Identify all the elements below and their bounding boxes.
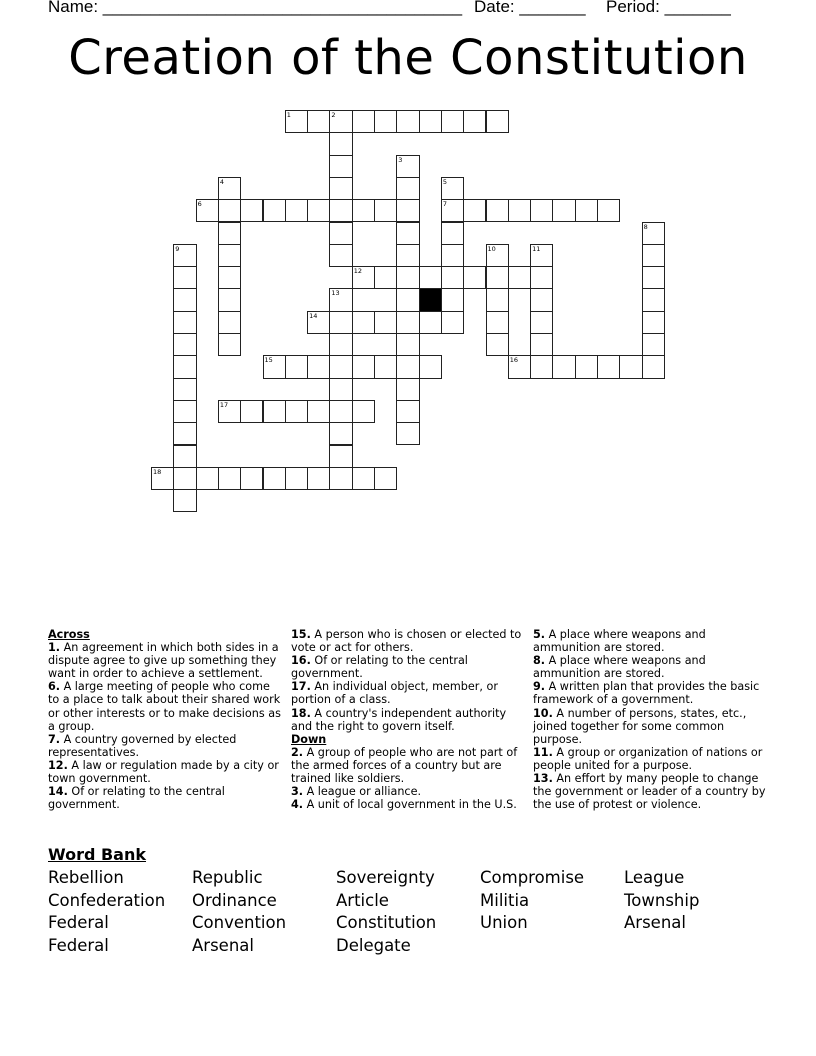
clue-across-6 <box>48 680 283 732</box>
clue-number-label: 2 <box>331 111 336 119</box>
crossword-cell[interactable] <box>352 355 375 378</box>
crossword-cell[interactable] <box>263 199 286 222</box>
clue-number-label: 17 <box>219 400 229 409</box>
crossword-cell[interactable] <box>173 445 196 468</box>
crossword-cell[interactable] <box>486 333 509 356</box>
crossword-cell[interactable] <box>530 244 553 267</box>
crossword-cell[interactable] <box>329 244 352 267</box>
clue-across-16 <box>291 654 527 680</box>
crossword-cell[interactable] <box>218 266 241 289</box>
crossword-cell[interactable] <box>441 288 464 311</box>
crossword-cell[interactable] <box>218 244 241 267</box>
crossword-cell[interactable] <box>463 266 486 289</box>
crossword-cell[interactable] <box>619 355 642 378</box>
crossword-cell[interactable] <box>352 311 375 334</box>
crossword-cell[interactable] <box>463 199 486 222</box>
clue-number-label: 14 <box>309 311 318 320</box>
crossword-cell[interactable] <box>642 222 665 245</box>
crossword-cell[interactable] <box>151 467 174 490</box>
word-bank-item: Republic <box>192 868 263 887</box>
clue-number-label: 15 <box>264 356 273 365</box>
across-heading: Across <box>48 628 90 641</box>
crossword-cell[interactable] <box>419 355 442 378</box>
crossword-cell[interactable] <box>575 355 598 378</box>
clue-text: A large meeting of people who come to a place to talk about their shared work or other interests or to make decisions as a group. <box>48 680 281 733</box>
crossword-cell[interactable] <box>575 199 598 222</box>
word-bank-item: Constitution <box>336 913 437 933</box>
word-bank-item: Convention <box>192 913 287 933</box>
crossword-cell[interactable] <box>642 355 665 378</box>
clue-number-label: 5 <box>442 177 448 186</box>
crossword-cell[interactable] <box>173 355 196 378</box>
crossword-cell[interactable] <box>307 311 330 334</box>
clue-down-3 <box>291 785 527 798</box>
name-field[interactable]: Name: ______________________________________ <box>48 0 463 16</box>
crossword-cell[interactable] <box>196 199 219 222</box>
clue-number-label: 16 <box>509 356 519 365</box>
crossword-cell[interactable] <box>441 110 464 133</box>
crossword-cell[interactable] <box>530 199 553 222</box>
clue-number: 11. <box>533 745 553 759</box>
crossword-cell[interactable] <box>329 132 352 155</box>
clue-down-8 <box>533 654 773 680</box>
word-bank-item: Sovereignty <box>336 868 435 887</box>
crossword-cell[interactable] <box>374 266 397 289</box>
clue-down-13 <box>533 772 773 811</box>
crossword-cell[interactable] <box>307 355 330 378</box>
crossword-cell[interactable] <box>173 400 196 423</box>
crossword-cell[interactable] <box>396 222 419 245</box>
crossword-cell[interactable] <box>218 467 241 490</box>
crossword-cell[interactable] <box>240 467 263 490</box>
crossword-cell[interactable] <box>642 266 665 289</box>
crossword-cell[interactable] <box>441 222 464 245</box>
crossword-cell[interactable] <box>285 110 308 133</box>
word-bank-item: Arsenal <box>192 936 254 956</box>
clue-number: 1. <box>48 641 61 655</box>
crossword-cell[interactable] <box>352 266 375 289</box>
clue-text: A person who is chosen or elected to vote or act for others. <box>291 628 522 655</box>
clue-number: 5. <box>533 628 546 641</box>
word-bank-item: Township <box>624 890 700 910</box>
clue-number: 7. <box>48 732 61 746</box>
clue-number-label: 11 <box>532 244 541 253</box>
crossword-cell[interactable] <box>329 355 352 378</box>
word-bank-item: Federal <box>48 913 109 933</box>
crossword-cell[interactable] <box>396 177 419 200</box>
clue-across-1 <box>48 641 283 680</box>
crossword-cell[interactable] <box>642 333 665 356</box>
clue-text: A unit of local government in the U.S. <box>303 798 517 812</box>
crossword-cell[interactable] <box>329 222 352 245</box>
crossword-cell[interactable] <box>396 355 419 378</box>
crossword-cell[interactable] <box>173 266 196 289</box>
clue-number-label: 7 <box>442 200 448 209</box>
clue-down-2 <box>291 746 527 785</box>
crossword-cell[interactable] <box>530 333 553 356</box>
crossword-cell[interactable] <box>419 110 442 133</box>
clue-text: Of or relating to the central government. <box>48 785 225 812</box>
crossword-cell[interactable] <box>307 467 330 490</box>
crossword-cell[interactable] <box>285 400 308 423</box>
crossword-cell[interactable] <box>218 400 241 423</box>
crossword-cell[interactable] <box>441 311 464 334</box>
crossword-cell[interactable] <box>396 422 419 445</box>
clue-number-label: 9 <box>175 244 180 253</box>
word-bank-list <box>48 867 768 958</box>
clue-text: A group or organization of nations or people united for a purpose. <box>533 745 763 772</box>
crossword-cell[interactable] <box>329 288 352 311</box>
crossword-cell[interactable] <box>486 110 509 133</box>
crossword-cell[interactable] <box>352 400 375 423</box>
clue-text: An individual object, member, or portion of a class. <box>291 680 498 707</box>
crossword-cell[interactable] <box>374 311 397 334</box>
clue-number: 13. <box>533 772 553 786</box>
crossword-cell[interactable] <box>307 199 330 222</box>
clue-number-label: 8 <box>643 222 648 231</box>
crossword-cell[interactable] <box>441 244 464 267</box>
word-bank-item: Arsenal <box>624 913 686 933</box>
crossword-cell[interactable] <box>173 489 196 512</box>
clue-down-10 <box>533 707 773 746</box>
crossword-cell[interactable] <box>441 266 464 289</box>
clue-number: 14. <box>48 785 68 799</box>
clue-number-label: 4 <box>219 177 225 186</box>
crossword-cell[interactable] <box>396 400 419 423</box>
crossword-cell[interactable] <box>218 177 241 200</box>
crossword-cell[interactable] <box>374 110 397 133</box>
crossword-cell[interactable] <box>329 155 352 178</box>
word-bank-title: Word Bank <box>48 845 147 864</box>
crossword-cell[interactable] <box>352 110 375 133</box>
word-bank-item: Article <box>336 890 389 910</box>
clue-number-label: 1 <box>286 111 291 119</box>
crossword-cell[interactable] <box>642 244 665 267</box>
crossword-cell[interactable] <box>508 266 531 289</box>
crossword-cell[interactable] <box>486 199 509 222</box>
crossword-cell[interactable] <box>329 400 352 423</box>
crossword-cell[interactable] <box>374 355 397 378</box>
crossword-cell[interactable] <box>530 288 553 311</box>
crossword-cell[interactable] <box>486 244 509 267</box>
crossword-cell[interactable] <box>374 467 397 490</box>
clue-down-4 <box>291 798 527 811</box>
crossword-cell[interactable] <box>396 378 419 401</box>
crossword-cell[interactable] <box>218 311 241 334</box>
clue-down-5 <box>533 628 773 654</box>
crossword-cell[interactable] <box>396 155 419 178</box>
crossword-cell[interactable] <box>329 177 352 200</box>
crossword-cell[interactable] <box>329 467 352 490</box>
clue-text: A country's independent authority and the right to govern itself. <box>291 706 507 733</box>
clue-down-11 <box>533 746 773 772</box>
crossword-cell[interactable] <box>486 311 509 334</box>
word-bank <box>48 845 768 958</box>
crossword-cell[interactable] <box>307 110 330 133</box>
clue-text: A number of persons, states, etc., joined together for some common purpose. <box>533 706 747 746</box>
clue-number-label: 18 <box>153 467 162 476</box>
word-bank-item: Confederation <box>48 890 166 910</box>
clue-number-label: 6 <box>197 200 202 209</box>
crossword-cell[interactable] <box>285 199 308 222</box>
clue-text: A league or alliance. <box>303 785 422 799</box>
crossword-cell[interactable] <box>419 311 442 334</box>
crossword-cell[interactable] <box>173 244 196 267</box>
crossword-cell[interactable] <box>329 445 352 468</box>
clue-number: 18. <box>291 706 311 720</box>
clue-across-7 <box>48 733 283 759</box>
clue-number-label: 3 <box>398 155 403 164</box>
crossword-cell[interactable] <box>396 199 419 222</box>
clue-number: 3. <box>291 785 304 799</box>
crossword-cell[interactable] <box>419 266 442 289</box>
crossword-cell[interactable] <box>218 288 241 311</box>
clue-across-15 <box>291 628 527 654</box>
clue-across-18 <box>291 707 527 733</box>
period-field[interactable]: Period: _______ <box>606 0 731 16</box>
clues-column-3 <box>533 628 773 811</box>
crossword-cell[interactable] <box>441 199 464 222</box>
crossword-cell[interactable] <box>530 355 553 378</box>
word-bank-item: Federal <box>48 936 109 956</box>
crossword-cell[interactable] <box>285 467 308 490</box>
clue-across-17 <box>291 680 527 706</box>
clue-number: 15. <box>291 628 311 641</box>
crossword-cell[interactable] <box>508 199 531 222</box>
crossword-cell[interactable] <box>441 177 464 200</box>
clue-text: A place where weapons and ammunition are stored. <box>533 628 706 655</box>
crossword-cell[interactable] <box>396 110 419 133</box>
crossword-cell[interactable] <box>597 199 620 222</box>
crossword-cell[interactable] <box>352 467 375 490</box>
clue-across-12 <box>48 759 283 785</box>
crossword-cell[interactable] <box>396 311 419 334</box>
crossword-cell[interactable] <box>173 311 196 334</box>
clue-number-label: 13 <box>331 289 340 298</box>
crossword-cell[interactable] <box>218 222 241 245</box>
crossword-cell[interactable] <box>463 110 486 133</box>
clue-number: 8. <box>533 654 546 668</box>
clue-down-9 <box>533 680 773 706</box>
date-field[interactable]: Date: _______ <box>474 0 586 16</box>
crossword-cell[interactable] <box>240 400 263 423</box>
down-heading: Down <box>291 732 327 746</box>
crossword-cell[interactable] <box>642 311 665 334</box>
crossword-cell[interactable] <box>329 110 352 133</box>
clue-number: 6. <box>48 680 61 694</box>
clues-column-1 <box>48 628 283 811</box>
crossword-cell[interactable] <box>329 333 352 356</box>
crossword-block <box>419 288 442 311</box>
clue-number-label: 10 <box>487 244 496 253</box>
crossword-cell[interactable] <box>396 266 419 289</box>
crossword-cell[interactable] <box>173 333 196 356</box>
crossword-cell[interactable] <box>285 355 308 378</box>
clue-number: 9. <box>533 680 546 694</box>
clue-text: A place where weapons and ammunition are stored. <box>533 654 706 681</box>
word-bank-item: Union <box>480 913 528 933</box>
crossword-cell[interactable] <box>552 355 575 378</box>
word-bank-item: Rebellion <box>48 868 124 887</box>
clue-text: An agreement in which both sides in a dispute agree to give up something they want in order to achieve a settlement. <box>48 641 279 681</box>
clue-text: A law or regulation made by a city or town government. <box>48 758 279 786</box>
crossword-cell[interactable] <box>508 355 531 378</box>
clue-number: 16. <box>291 654 311 668</box>
clue-text: An effort by many people to change the government or leader of a country by the use of protest or violence. <box>533 772 766 812</box>
clues-column-2 <box>291 628 527 811</box>
crossword-cell[interactable] <box>218 199 241 222</box>
crossword-cell[interactable] <box>597 355 620 378</box>
clue-number: 2. <box>291 745 304 759</box>
crossword-grid <box>0 0 816 520</box>
clue-number: 12. <box>48 758 68 772</box>
crossword-cell[interactable] <box>196 467 219 490</box>
crossword-cell[interactable] <box>263 467 286 490</box>
word-bank-item: Militia <box>480 890 530 910</box>
crossword-cell[interactable] <box>552 199 575 222</box>
crossword-cell[interactable] <box>263 400 286 423</box>
clue-number: 4. <box>291 798 304 812</box>
crossword-cell[interactable] <box>240 199 263 222</box>
crossword-cell[interactable] <box>218 333 241 356</box>
crossword-cell[interactable] <box>173 422 196 445</box>
crossword-cell[interactable] <box>530 266 553 289</box>
crossword-cell[interactable] <box>329 199 352 222</box>
crossword-cell[interactable] <box>307 400 330 423</box>
clue-across-14 <box>48 785 283 811</box>
crossword-cell[interactable] <box>329 378 352 401</box>
word-bank-item: League <box>624 868 685 887</box>
clue-number-label: 12 <box>353 267 362 276</box>
crossword-cell[interactable] <box>530 311 553 334</box>
clue-number: 17. <box>291 680 311 694</box>
clue-text: A group of people who are not part of the armed forces of a country but are trained like soldiers. <box>291 745 518 786</box>
crossword-cell[interactable] <box>642 288 665 311</box>
crossword-cell[interactable] <box>396 244 419 267</box>
page-title: Creation of the Constitution <box>68 30 748 86</box>
crossword-cell[interactable] <box>352 199 375 222</box>
word-bank-item: Compromise <box>480 868 585 887</box>
crossword-cell[interactable] <box>329 422 352 445</box>
crossword-cell[interactable] <box>396 288 419 311</box>
clue-text: Of or relating to the central government. <box>291 654 468 681</box>
crossword-cell[interactable] <box>374 199 397 222</box>
clue-text: A country governed by elected representatives. <box>48 732 237 759</box>
crossword-cell[interactable] <box>173 288 196 311</box>
word-bank-item: Ordinance <box>192 890 277 910</box>
crossword-cell[interactable] <box>173 467 196 490</box>
crossword-cell[interactable] <box>486 266 509 289</box>
word-bank-item: Delegate <box>336 936 411 956</box>
crossword-cell[interactable] <box>173 378 196 401</box>
crossword-cell[interactable] <box>396 333 419 356</box>
clue-number: 10. <box>533 706 553 720</box>
clue-text: A written plan that provides the basic framework of a government. <box>533 680 760 707</box>
crossword-cell[interactable] <box>486 288 509 311</box>
crossword-cell[interactable] <box>263 355 286 378</box>
crossword-cell[interactable] <box>329 311 352 334</box>
